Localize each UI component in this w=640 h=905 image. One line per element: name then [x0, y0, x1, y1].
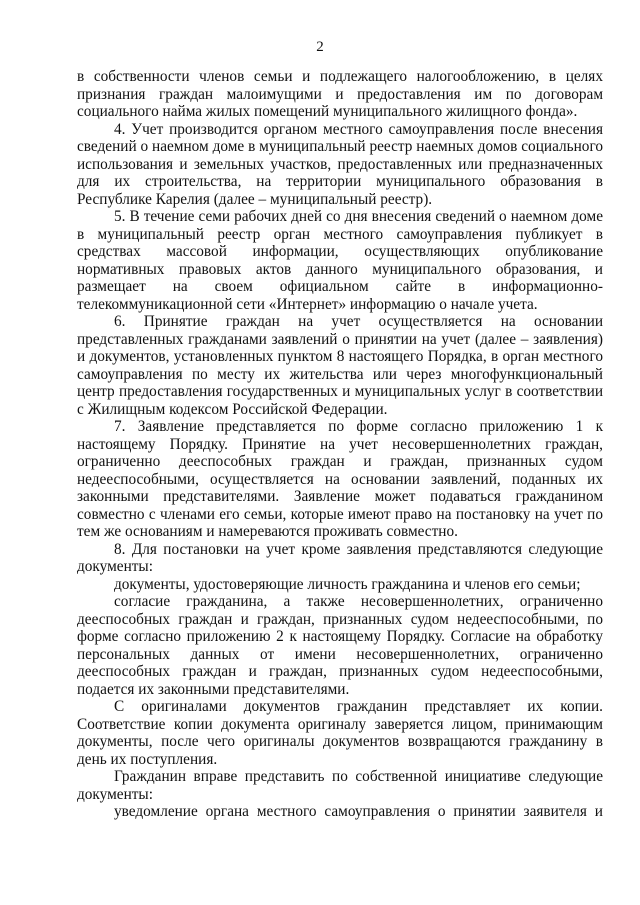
paragraph-originals: С оригиналами документов гражданин представляет их копии. Соответствие копии документа оригиналу заверяется лицом, принимающим документы, после чего оригиналы документов возвращаются гражданину в день их поступления. [77, 698, 603, 768]
document-body [77, 68, 603, 821]
paragraph-continuation: в собственности членов семьи и подлежащего налогообложению, в целях признания граждан малоимущими и предоставления им по договорам социального найма жилых помещений муниципального жилищного фонда». [77, 68, 603, 120]
paragraph-identity-documents: документы, удостоверяющие личность гражданина и членов его семьи; [114, 575, 581, 593]
paragraph-item-8: 8. Для постановки на учет кроме заявления представляются следующие документы: [77, 540, 603, 575]
paragraph-item-4: 4. Учет производится органом местного самоуправления после внесения сведений о наемном доме в муниципальный реестр наемных домов социального использования и земельных участков, предоставленных или предназначенных для их строительства, на территории муниципального образования в Республике Карелия (далее – муниципальный реестр). [77, 120, 603, 208]
paragraph-item-6: 6. Принятие граждан на учет осуществляется на основании представленных гражданами заявлений о принятии на учет (далее – заявления) и документов, установленных пунктом 8 настоящего Порядка, в орган местного самоуправления по месту их жительства или через многофункциональный центр предоставления государственных и муниципальных услуг в соответствии с Жилищным кодексом Российской Федерации. [77, 313, 603, 418]
paragraph-item-5: 5. В течение семи рабочих дней со дня внесения сведений о наемном доме в муниципальный реестр орган местного самоуправления публикует в средствах массовой информации, осуществляющих опубликование нормативных правовых актов данного муниципального образования, и размещает на своем официальном сайте в информационно-телекоммуникационной сети «Интернет» информацию о начале учета. [77, 208, 603, 313]
paragraph-own-initiative: Гражданин вправе представить по собственной инициативе следующие документы: [77, 768, 603, 803]
paragraph-notification: уведомление органа местного самоуправления о принятии заявителя и [114, 803, 603, 820]
page-number: 2 [316, 39, 324, 55]
paragraph-item-7: 7. Заявление представляется по форме согласно приложению 1 к настоящему Порядку. Принятие на учет несовершеннолетних граждан, ограниченно дееспособных граждан и граждан, признанных судом недееспособными, осуществляется на основании заявлений, поданных их законными представителями. Заявление может подаваться гражданином совместно с членами его семьи, которые имеют право на постановку на учет по тем же основаниям и намереваются проживать совместно. [77, 418, 603, 540]
paragraph-consent: согласие гражданина, а также несовершеннолетних, ограниченно дееспособных граждан и граждан, признанных судом недееспособными, по форме согласно приложению 2 к настоящему Порядку. Согласие на обработку персональных данных от имени несовершеннолетних, ограниченно дееспособных граждан и граждан, признанных судом недееспособными, подается их законными представителями. [77, 593, 603, 698]
